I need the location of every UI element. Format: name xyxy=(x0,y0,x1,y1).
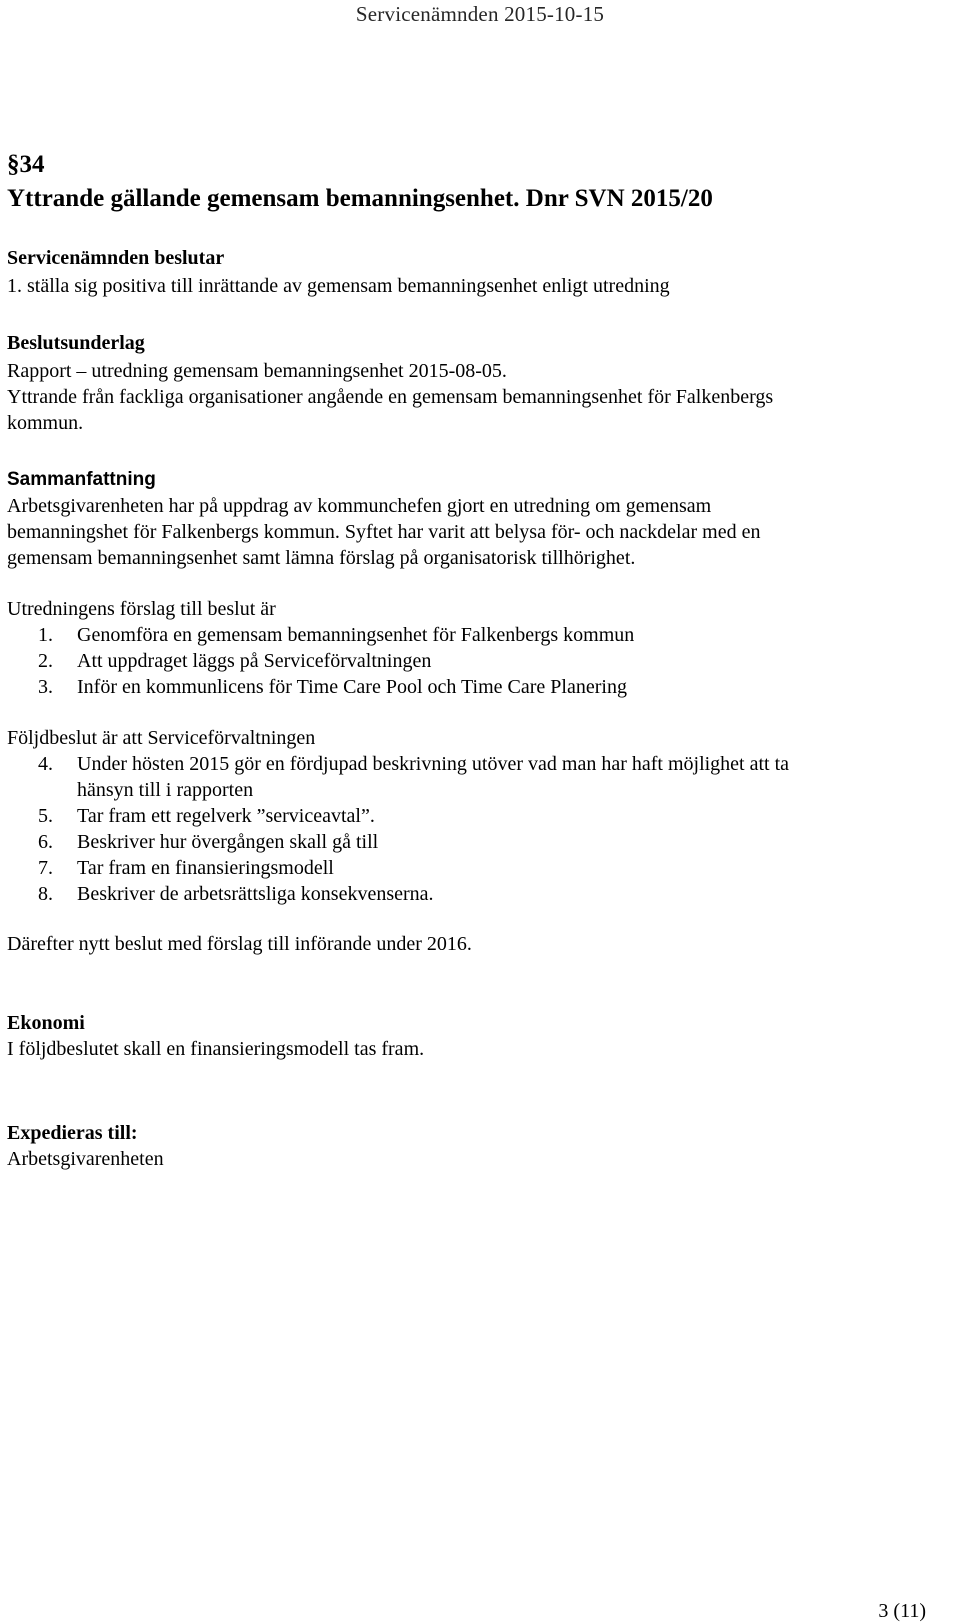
document-title: Yttrande gällande gemensam bemanningsenhet. Dnr SVN 2015/20 xyxy=(7,185,713,212)
list-item-number: 4. xyxy=(38,753,53,775)
list-item-continuation: hänsyn till i rapporten xyxy=(77,779,254,801)
decision-heading: Servicenämnden beslutar xyxy=(7,247,225,269)
list-item-number: 1. xyxy=(38,624,53,646)
decision-text: 1. ställa sig positiva till inrättande av gemensam bemanningsenhet enligt utredning xyxy=(7,275,670,297)
list-item: Inför en kommunlicens för Time Care Pool och Time Care Planering xyxy=(77,676,627,698)
basis-line: kommun. xyxy=(7,412,84,434)
dispatch-heading: Expedieras till: xyxy=(7,1122,138,1144)
economy-heading: Ekonomi xyxy=(7,1012,85,1034)
list-item: Tar fram en finansieringsmodell xyxy=(77,857,334,879)
summary-line: Arbetsgivarenheten har på uppdrag av kommunchefen gjort en utredning om gemensam xyxy=(7,495,712,517)
basis-heading: Beslutsunderlag xyxy=(7,332,145,354)
list-item: Genomföra en gemensam bemanningsenhet för Falkenbergs kommun xyxy=(77,624,635,646)
list-item-number: 2. xyxy=(38,650,53,672)
summary-line: bemanningshet för Falkenbergs kommun. Syftet har varit att belysa för- och nackdelar med en xyxy=(7,521,761,543)
list-item-number: 7. xyxy=(38,857,53,879)
list-item: Beskriver de arbetsrättsliga konsekvenserna. xyxy=(77,883,434,905)
summary-line: gemensam bemanningsenhet samt lämna förslag på organisatorisk tillhörighet. xyxy=(7,547,636,569)
list-item: Att uppdraget läggs på Serviceförvaltningen xyxy=(77,650,432,672)
paragraph-number: §34 xyxy=(7,151,45,178)
dispatch-recipient: Arbetsgivarenheten xyxy=(7,1148,164,1170)
document-header: Servicenämnden 2015-10-15 xyxy=(355,2,605,26)
list-item-number: 3. xyxy=(38,676,53,698)
list-item-number: 6. xyxy=(38,831,53,853)
economy-text: I följdbeslutet skall en finansieringsmodell tas fram. xyxy=(7,1038,425,1060)
list-item-number: 5. xyxy=(38,805,53,827)
list-item: Under hösten 2015 gör en fördjupad beskrivning utöver vad man har haft möjlighet att ta xyxy=(77,753,790,775)
proposal-heading: Utredningens förslag till beslut är xyxy=(7,598,276,620)
basis-line: Yttrande från fackliga organisationer angående en gemensam bemanningsenhet för Falkenbergs xyxy=(7,386,774,408)
summary-heading: Sammanfattning xyxy=(7,469,156,490)
closing-text: Därefter nytt beslut med förslag till införande under 2016. xyxy=(7,933,472,955)
list-item: Tar fram ett regelverk ”serviceavtal”. xyxy=(77,805,375,827)
basis-line: Rapport – utredning gemensam bemanningsenhet 2015-08-05. xyxy=(7,360,507,382)
followup-heading: Följdbeslut är att Serviceförvaltningen xyxy=(7,727,316,749)
list-item: Beskriver hur övergången skall gå till xyxy=(77,831,379,853)
page-number: 3 (11) xyxy=(878,1600,926,1622)
list-item-number: 8. xyxy=(38,883,53,905)
